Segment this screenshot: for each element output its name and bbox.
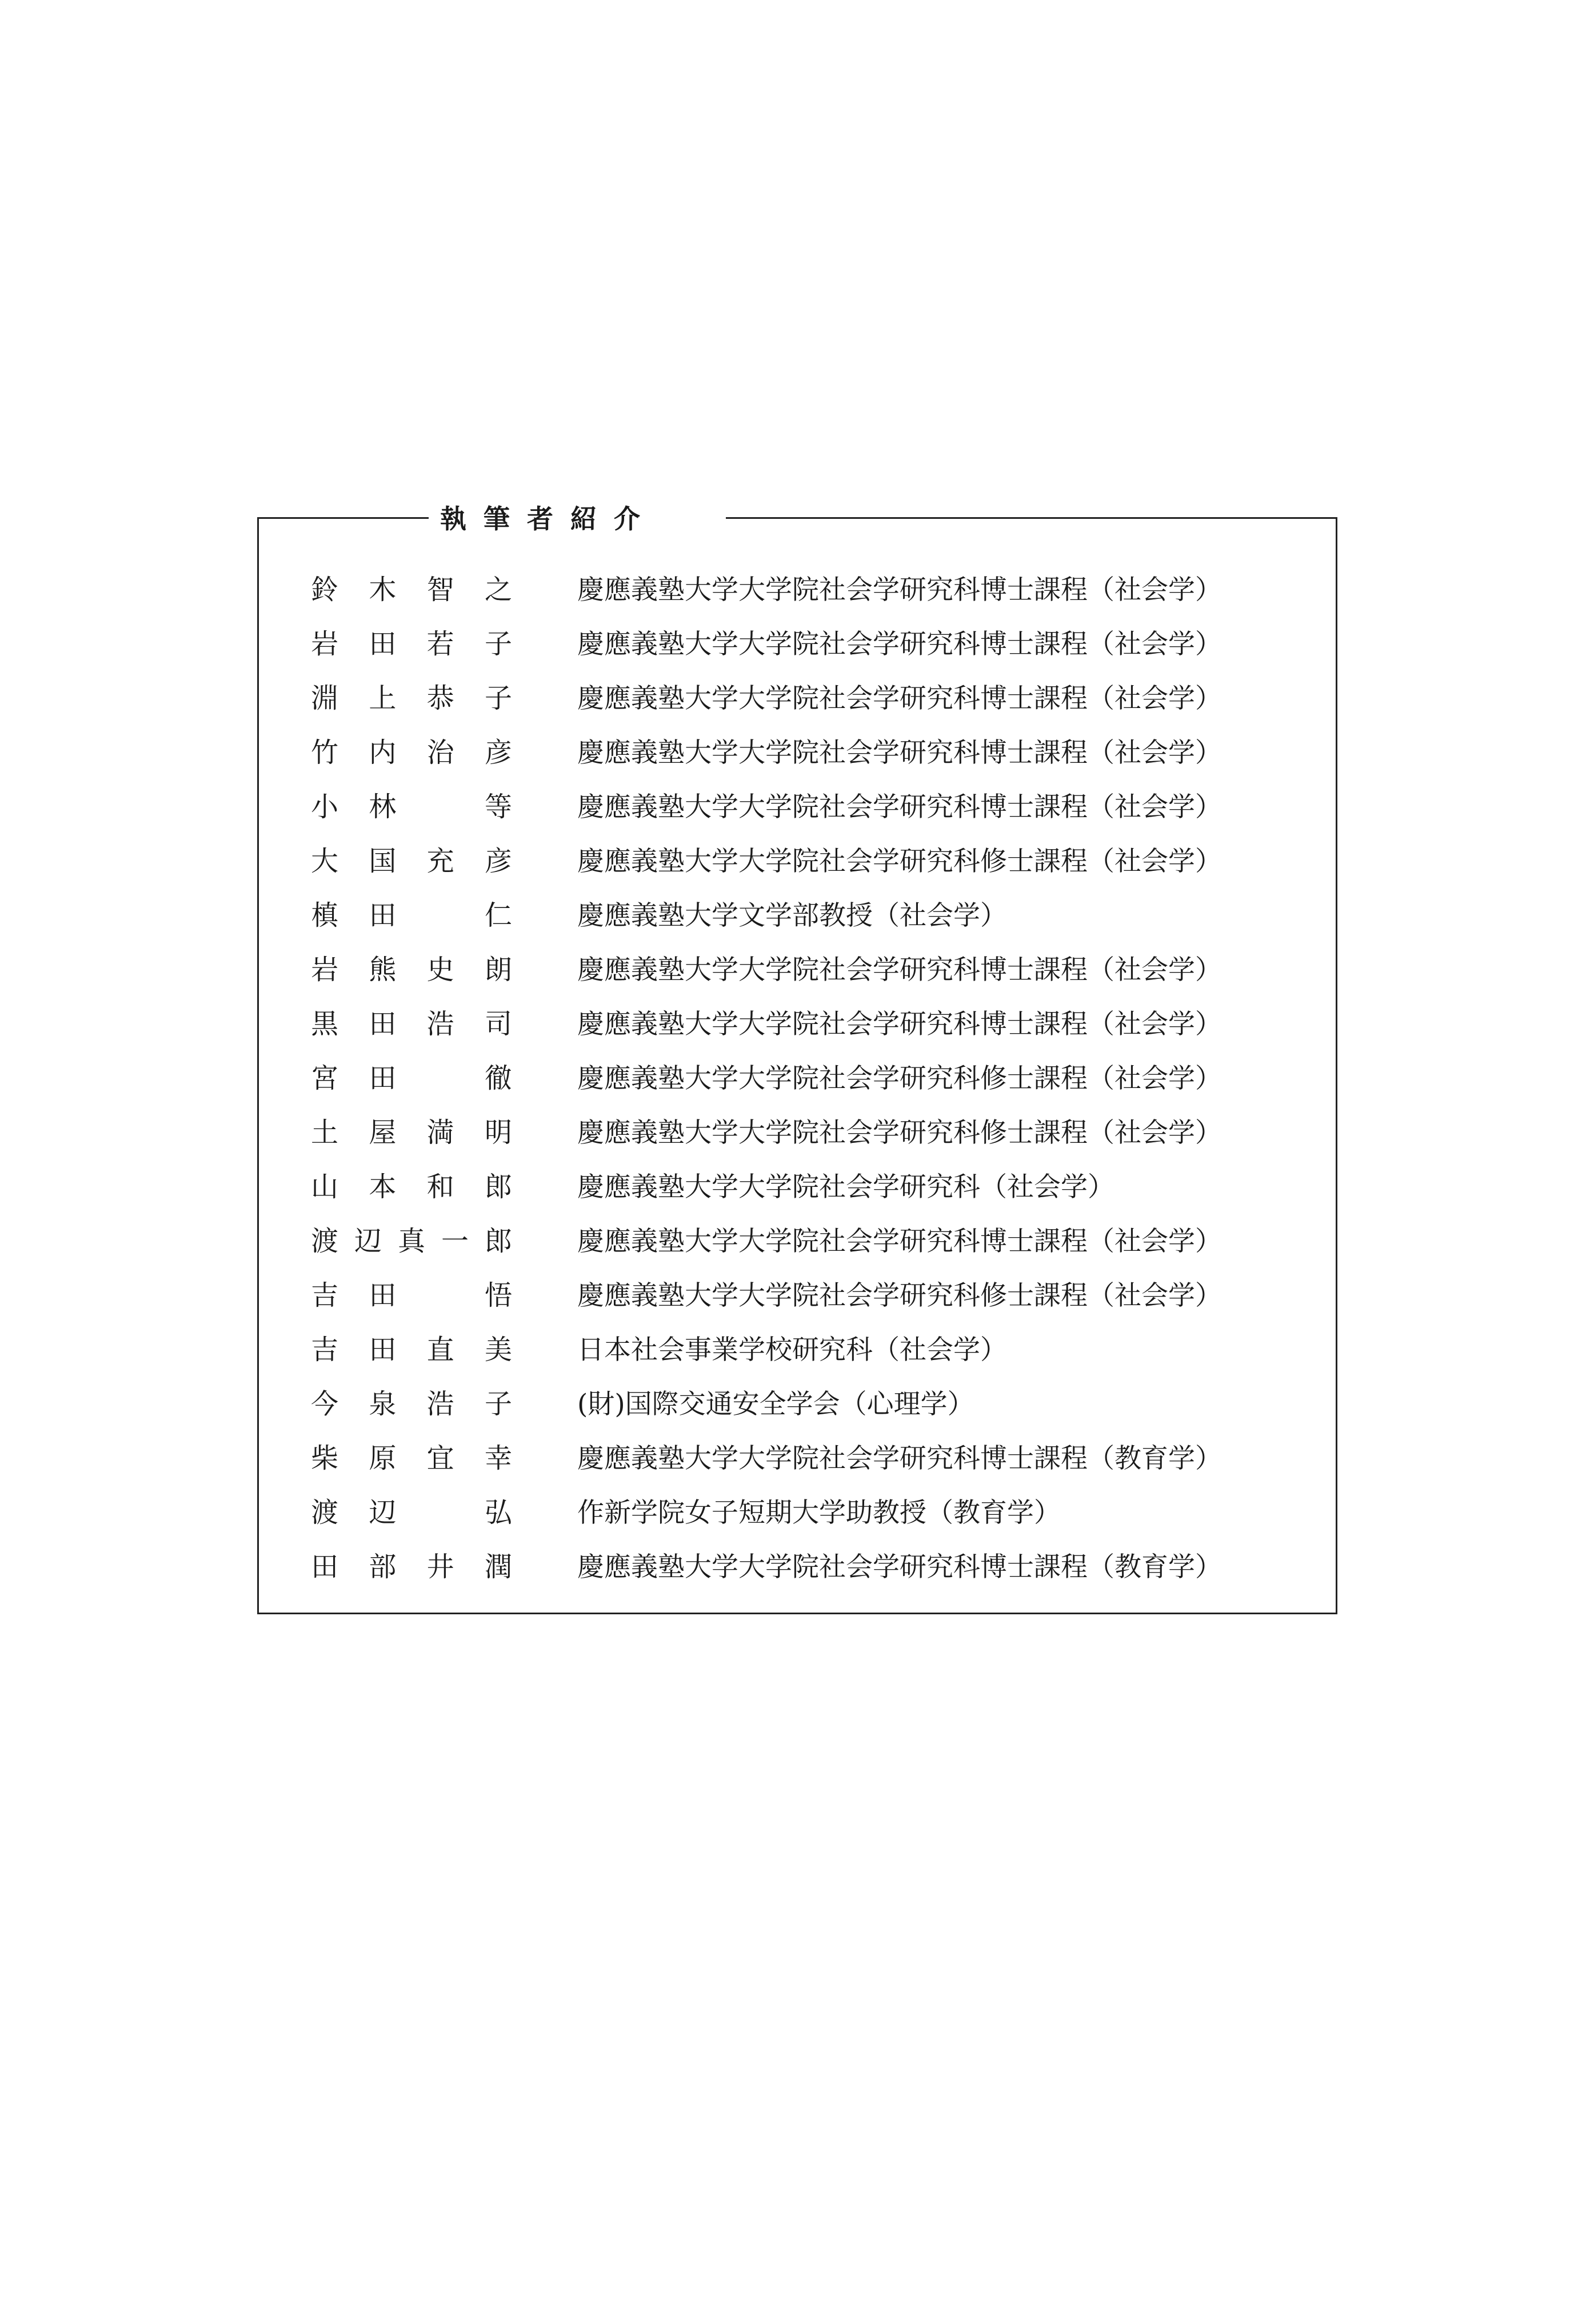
author-name: 田 部 井 潤 (310, 1551, 512, 1583)
author-affiliation: 慶應義塾大学大学院社会学研究科博士課程（社会学） (577, 954, 1222, 986)
author-name: 柴 原 宜 幸 (310, 1442, 512, 1474)
author-affiliation: 作新学院女子短期大学助教授（教育学） (577, 1497, 1061, 1529)
author-row (309, 617, 1326, 671)
author-row (309, 1106, 1326, 1160)
author-affiliation: 慶應義塾大学大学院社会学研究科博士課程（社会学） (577, 1009, 1222, 1040)
author-row (309, 1269, 1326, 1323)
author-name: 今 泉 浩 子 (310, 1388, 512, 1420)
author-affiliation: 慶應義塾大学大学院社会学研究科博士課程（教育学） (577, 1443, 1222, 1474)
author-name: 吉 田 直 美 (310, 1334, 512, 1366)
author-affiliation: (財)国際交通安全学会（心理学） (577, 1389, 974, 1420)
author-affiliation: 慶應義塾大学大学院社会学研究科博士課程（社会学） (577, 629, 1222, 660)
author-row (309, 726, 1326, 780)
author-name: 竹 内 治 彦 (310, 737, 512, 769)
author-affiliation: 日本社会事業学校研究科（社会学） (577, 1334, 1007, 1366)
author-name: 岩 田 若 子 (310, 628, 512, 660)
author-affiliation: 慶應義塾大学大学院社会学研究科博士課程（社会学） (577, 737, 1222, 769)
author-affiliation: 慶應義塾大学大学院社会学研究科修士課程（社会学） (577, 1117, 1222, 1149)
author-affiliation: 慶應義塾大学大学院社会学研究科修士課程（社会学） (577, 1280, 1222, 1311)
author-affiliation: 慶應義塾大学文学部教授（社会学） (577, 900, 1007, 931)
author-row (309, 997, 1326, 1051)
author-name: 土 屋 満 明 (310, 1117, 512, 1149)
author-row (309, 1377, 1326, 1431)
author-affiliation: 慶應義塾大学大学院社会学研究科博士課程（社会学） (577, 683, 1222, 714)
author-affiliation: 慶應義塾大学大学院社会学研究科博士課程（社会学） (577, 1226, 1222, 1257)
author-list (309, 563, 1326, 1594)
frame-top-rule-left (257, 517, 429, 519)
author-row (309, 943, 1326, 997)
author-row (309, 1214, 1326, 1269)
author-name: 山 本 和 郎 (310, 1171, 512, 1203)
author-name: 小 林 等 (310, 791, 512, 823)
author-affiliation: 慶應義塾大学大学院社会学研究科修士課程（社会学） (577, 1063, 1222, 1094)
author-name: 淵 上 恭 子 (310, 682, 512, 714)
author-row (309, 563, 1326, 617)
author-row (309, 780, 1326, 834)
author-row (309, 1051, 1326, 1106)
author-affiliation: 慶應義塾大学大学院社会学研究科博士課程（教育学） (577, 1551, 1222, 1583)
author-row (309, 889, 1326, 943)
author-name: 宮 田 徹 (310, 1062, 512, 1094)
author-row (309, 834, 1326, 889)
author-row (309, 1540, 1326, 1594)
author-affiliation: 慶應義塾大学大学院社会学研究科博士課程（社会学） (577, 791, 1222, 823)
author-name: 岩 熊 史 朗 (310, 954, 512, 986)
author-row (309, 1323, 1326, 1377)
author-name: 槙 田 仁 (310, 899, 512, 931)
author-row (309, 671, 1326, 726)
author-row (309, 1486, 1326, 1540)
author-affiliation: 慶應義塾大学大学院社会学研究科博士課程（社会学） (577, 574, 1222, 606)
author-name: 渡 辺 弘 (310, 1497, 512, 1529)
author-name: 黒 田 浩 司 (310, 1008, 512, 1040)
frame-top-rule-right (726, 517, 1337, 519)
author-row (309, 1431, 1326, 1486)
author-affiliation: 慶應義塾大学大学院社会学研究科（社会学） (577, 1171, 1114, 1203)
author-name: 大 国 充 彦 (310, 845, 512, 877)
author-row (309, 1160, 1326, 1214)
author-name: 鈴 木 智 之 (310, 574, 512, 606)
author-name: 吉 田 悟 (310, 1279, 512, 1311)
author-affiliation: 慶應義塾大学大学院社会学研究科修士課程（社会学） (577, 846, 1222, 877)
section-heading: 執筆者紹介 (440, 503, 657, 534)
author-name: 渡 辺 真 一 郎 (310, 1225, 512, 1257)
